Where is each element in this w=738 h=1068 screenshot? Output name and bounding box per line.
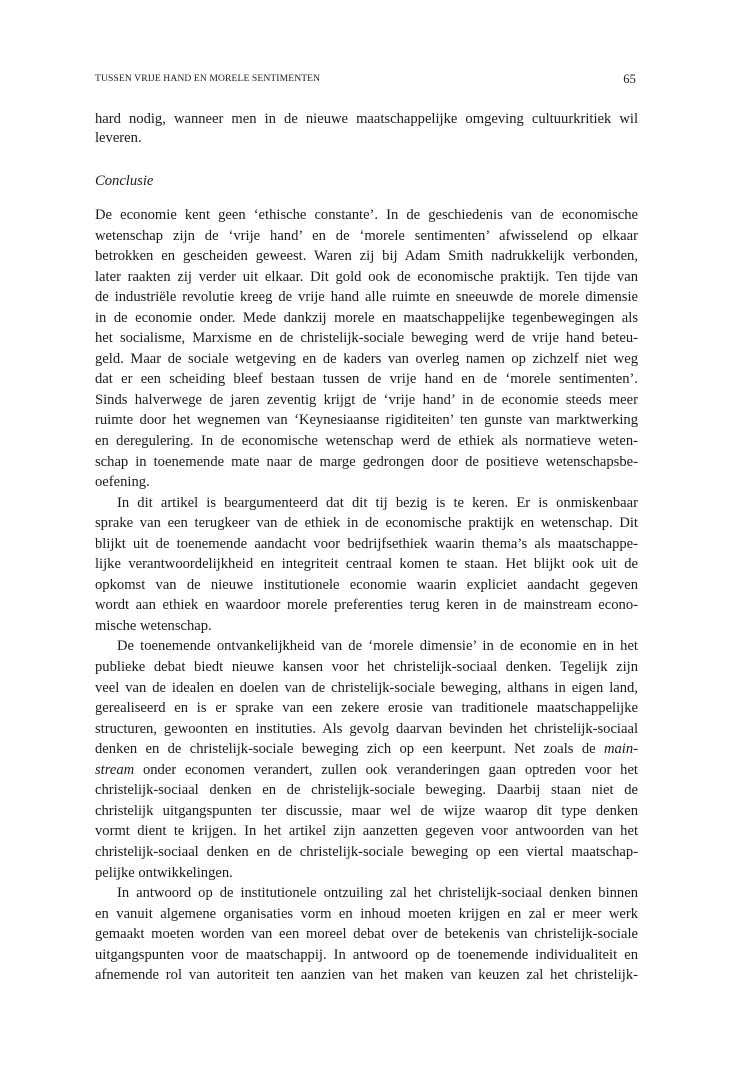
text-line: schap in toenemende mate naar de marge gedrongen door de positieve wetenschapsbe- (95, 453, 638, 470)
text-line: later raakten zij verder uit elkaar. Dit gold ook de economische praktijk. Ten tijde van (95, 268, 638, 285)
text-segment: onder economen verandert, zullen ook veranderingen gaan optreden voor het (134, 761, 638, 778)
text-line: dat er een scheiding bleef bestaan tussen de vrije hand en de ‘morele sentimenten’. (95, 371, 638, 388)
text-line: ruimte door het wegnemen van ‘Keynesiaanse rigiditeiten’ ten gunste van marktwerking (95, 412, 638, 429)
intro-paragraph (95, 110, 638, 148)
text-line: en vanuit algemene organisaties vorm en inhoud moeten krijgen en zal er meer werk (95, 905, 638, 922)
text-line: leveren. (95, 130, 142, 146)
text-line: opkomst van de nieuwe institutionele economie waarin expliciet aandacht gegeven (95, 576, 638, 593)
text-line: pelijke ontwikkelingen. (95, 864, 233, 881)
section-heading: Conclusie (95, 173, 154, 189)
text-line: In dit artikel is beargumenteerd dat dit tij bezig is te keren. Er is onmiskenbaar (117, 494, 638, 511)
running-title: TUSSEN VRIJE HAND EN MORELE SENTIMENTEN (95, 73, 321, 84)
text-line: wetenschap zijn de ‘vrije hand’ en de ‘morele sentimenten’ afwisselend op elkaar (95, 227, 638, 244)
text-line: christelijk-sociaal denken en de christelijk-sociale beweging op een viertal maatschap- (95, 843, 638, 860)
text-line: blijkt uit de toenemende aandacht voor bedrijfsethiek waarin thema’s als maatschappe- (95, 535, 638, 552)
text-line: in de economie onder. Mede dankzij morele en maatschappelijke tegenbewegingen als (95, 309, 638, 326)
text-line (95, 760, 638, 781)
text-line: afnemende rol van autoriteit ten aanzien van het maken van keuzen zal het christelijk- (95, 967, 638, 984)
text-line: christelijk-sociaal denken en de christelijk-sociale beweging. Daarbij staan niet de (95, 782, 638, 799)
italic-term: main- (603, 741, 638, 758)
text-line: In antwoord op de institutionele ontzuiling zal het christelijk-sociaal denken binnen (117, 885, 638, 902)
text-line: betrokken en gescheiden geweest. Waren zij bij Adam Smith nadrukkelijk verbonden, (95, 248, 638, 265)
text-line: veel van de idealen en doelen van de christelijk-sociale beweging, althans in eigen land, (95, 679, 638, 696)
running-header (95, 73, 638, 87)
italic-term: stream (95, 761, 135, 778)
text-line: uitgangspunten voor de maatschappij. In antwoord op de toenemende individualiteit en (95, 946, 638, 963)
text-line: sprake van een terugkeer van de ethiek in de economische praktijk en wetenschap. Dit (95, 515, 638, 532)
text-line: wordt aan ethiek en waardoor morele preferenties terug keren in de mainstream econo- (95, 597, 638, 614)
text-line: publieke debat biedt nieuwe kansen voor het christelijk-sociaal denken. Tegelijk zijn (95, 659, 638, 676)
text-line: De economie kent geen ‘ethische constante’. In de geschiedenis van de economische (95, 207, 638, 223)
text-line: lijke verantwoordelijkheid en integriteit centraal komen te staan. Het blijkt ook uit de (95, 556, 638, 573)
text-line: gemaakt moeten worden van een moreel debat over de betekenis van christelijk-sociale (95, 926, 638, 943)
conclusion-body (95, 205, 638, 986)
text-line: structuren, gewoonten en instituties. Als gevolg daarvan bevinden het christelijk-sociaal (95, 720, 638, 737)
text-line: en deregulering. In de economische wetenschap werd de ethiek als normatieve weten- (95, 433, 638, 450)
text-line: mische wetenschap. (95, 617, 212, 634)
text-line: de industriële revolutie kreeg de vrije hand alle ruimte en sneeuwde de morele dimensie (95, 289, 638, 306)
text-line: hard nodig, wanneer men in de nieuwe maatschappelijke omgeving cultuurkritiek wil (95, 111, 638, 127)
page-number: 65 (623, 72, 636, 86)
text-line: het socialisme, Marxisme en de christelijk-sociale beweging werd de vrije hand beteu- (95, 330, 638, 347)
text-line: oefening. (95, 474, 150, 491)
text-line: gerealiseerd en is er sprake van een zekere erosie van traditionele maatschappelijke (95, 700, 638, 717)
text-line: vormt dient te krijgen. In het artikel zijn aanzetten gegeven voor antwoorden van het (95, 823, 638, 840)
text-line: christelijk uitgangspunten ter discussie, maar wel de wijze waarop dit type denken (95, 802, 638, 819)
text-segment: denken en de christelijk-sociale beweging zich op een keerpunt. Net zoals de (95, 741, 604, 758)
text-line: De toenemende ontvankelijkheid van de ‘morele dimensie’ in de economie en in het (117, 638, 638, 655)
text-line (95, 739, 638, 760)
text-line: Sinds halverwege de jaren zeventig krijgt de ‘vrije hand’ in de economie steeds meer (95, 391, 638, 408)
text-line: geld. Maar de sociale wetgeving en de kaders van overleg namen op zichzelf niet weg (95, 350, 638, 367)
